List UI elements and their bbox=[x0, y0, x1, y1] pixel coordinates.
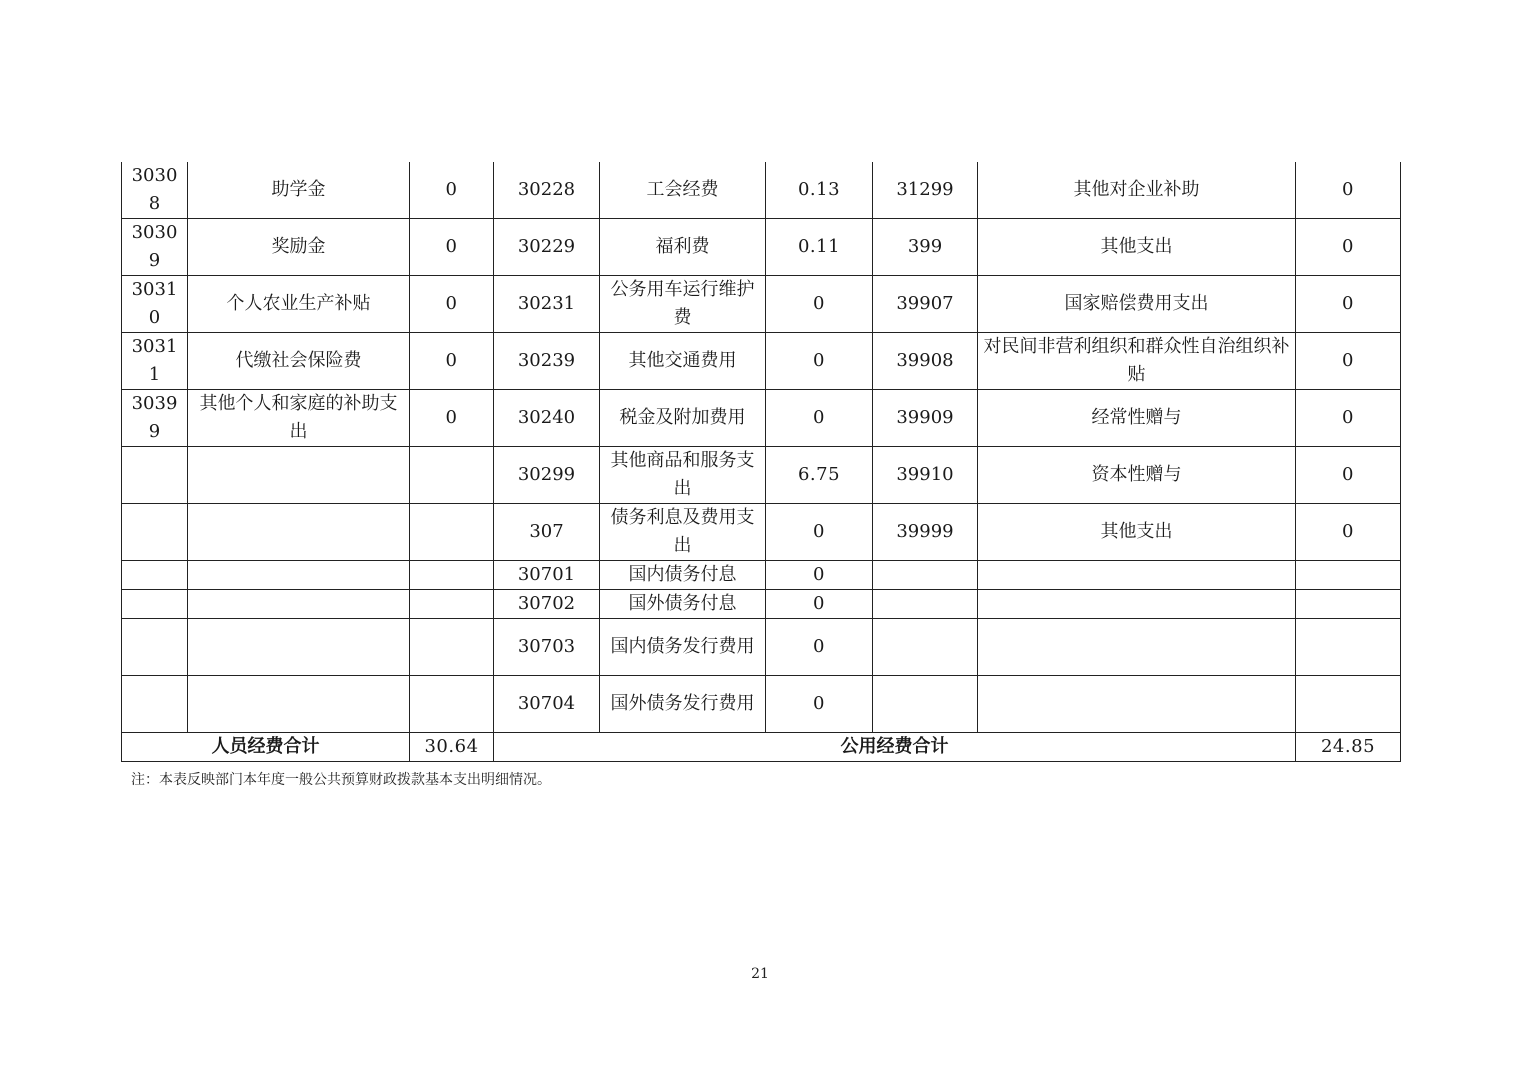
personnel-amount-cell bbox=[410, 561, 494, 590]
public-amount-cell: 0.11 bbox=[766, 219, 873, 276]
public-code-cell: 30704 bbox=[494, 676, 600, 733]
table-row bbox=[122, 676, 1401, 733]
personnel-amount-cell: 0 bbox=[410, 276, 494, 333]
public-amount-cell: 0 bbox=[766, 504, 873, 561]
other-code-cell bbox=[873, 676, 978, 733]
other-code-cell bbox=[873, 619, 978, 676]
public-item-cell: 税金及附加费用 bbox=[600, 390, 766, 447]
personnel-item-cell: 代缴社会保险费 bbox=[188, 333, 410, 390]
other-code-cell bbox=[873, 590, 978, 619]
other-item-cell bbox=[978, 590, 1296, 619]
other-code-cell: 39909 bbox=[873, 390, 978, 447]
other-item-cell: 其他对企业补助 bbox=[978, 162, 1296, 219]
other-amount-cell: 0 bbox=[1296, 390, 1401, 447]
table-row bbox=[122, 219, 1401, 276]
personnel-amount-cell bbox=[410, 504, 494, 561]
personnel-code-cell bbox=[122, 504, 188, 561]
public-total-value: 24.85 bbox=[1296, 733, 1401, 762]
other-amount-cell bbox=[1296, 561, 1401, 590]
other-item-cell: 资本性赠与 bbox=[978, 447, 1296, 504]
personnel-item-cell bbox=[188, 561, 410, 590]
personnel-code-cell: 30310 bbox=[122, 276, 188, 333]
other-amount-cell: 0 bbox=[1296, 276, 1401, 333]
public-code-cell: 30701 bbox=[494, 561, 600, 590]
other-item-cell bbox=[978, 561, 1296, 590]
table-row bbox=[122, 561, 1401, 590]
other-amount-cell: 0 bbox=[1296, 333, 1401, 390]
public-item-cell: 债务利息及费用支出 bbox=[600, 504, 766, 561]
public-code-cell: 307 bbox=[494, 504, 600, 561]
other-code-cell: 39910 bbox=[873, 447, 978, 504]
public-amount-cell: 6.75 bbox=[766, 447, 873, 504]
public-amount-cell: 0 bbox=[766, 390, 873, 447]
personnel-item-cell: 助学金 bbox=[188, 162, 410, 219]
personnel-amount-cell bbox=[410, 447, 494, 504]
other-code-cell: 39908 bbox=[873, 333, 978, 390]
public-item-cell: 国内债务发行费用 bbox=[600, 619, 766, 676]
public-code-cell: 30228 bbox=[494, 162, 600, 219]
other-amount-cell: 0 bbox=[1296, 219, 1401, 276]
public-item-cell: 福利费 bbox=[600, 219, 766, 276]
public-amount-cell: 0.13 bbox=[766, 162, 873, 219]
other-item-cell: 其他支出 bbox=[978, 504, 1296, 561]
personnel-amount-cell bbox=[410, 590, 494, 619]
other-item-cell bbox=[978, 676, 1296, 733]
public-code-cell: 30240 bbox=[494, 390, 600, 447]
other-amount-cell: 0 bbox=[1296, 162, 1401, 219]
table-row bbox=[122, 619, 1401, 676]
public-amount-cell: 0 bbox=[766, 561, 873, 590]
personnel-amount-cell: 0 bbox=[410, 219, 494, 276]
public-amount-cell: 0 bbox=[766, 276, 873, 333]
table-row bbox=[122, 590, 1401, 619]
personnel-amount-cell bbox=[410, 676, 494, 733]
public-item-cell: 国外债务付息 bbox=[600, 590, 766, 619]
public-amount-cell: 0 bbox=[766, 333, 873, 390]
table-note: 注：本表反映部门本年度一般公共预算财政拨款基本支出明细情况。 bbox=[131, 772, 551, 788]
personnel-total-value: 30.64 bbox=[410, 733, 494, 762]
table-row bbox=[122, 390, 1401, 447]
personnel-item-cell bbox=[188, 590, 410, 619]
other-code-cell bbox=[873, 561, 978, 590]
table-row bbox=[122, 504, 1401, 561]
public-amount-cell: 0 bbox=[766, 619, 873, 676]
public-code-cell: 30703 bbox=[494, 619, 600, 676]
other-amount-cell: 0 bbox=[1296, 504, 1401, 561]
personnel-item-cell bbox=[188, 676, 410, 733]
personnel-item-cell bbox=[188, 504, 410, 561]
totals-row bbox=[122, 733, 1401, 762]
public-code-cell: 30229 bbox=[494, 219, 600, 276]
personnel-item-cell bbox=[188, 619, 410, 676]
other-item-cell: 经常性赠与 bbox=[978, 390, 1296, 447]
other-code-cell: 39999 bbox=[873, 504, 978, 561]
personnel-item-cell bbox=[188, 447, 410, 504]
personnel-code-cell: 30309 bbox=[122, 219, 188, 276]
personnel-item-cell: 其他个人和家庭的补助支出 bbox=[188, 390, 410, 447]
personnel-code-cell: 30308 bbox=[122, 162, 188, 219]
personnel-amount-cell: 0 bbox=[410, 390, 494, 447]
other-item-cell: 对民间非营利组织和群众性自治组织补贴 bbox=[978, 333, 1296, 390]
other-amount-cell bbox=[1296, 619, 1401, 676]
personnel-code-cell bbox=[122, 561, 188, 590]
other-code-cell: 399 bbox=[873, 219, 978, 276]
personnel-code-cell: 30399 bbox=[122, 390, 188, 447]
public-item-cell: 其他交通费用 bbox=[600, 333, 766, 390]
other-code-cell: 31299 bbox=[873, 162, 978, 219]
personnel-item-cell: 个人农业生产补贴 bbox=[188, 276, 410, 333]
expenditure-detail-table bbox=[121, 162, 1401, 762]
personnel-code-cell bbox=[122, 590, 188, 619]
public-code-cell: 30299 bbox=[494, 447, 600, 504]
personnel-item-cell: 奖励金 bbox=[188, 219, 410, 276]
page-number: 21 bbox=[751, 966, 769, 982]
other-amount-cell bbox=[1296, 676, 1401, 733]
public-code-cell: 30231 bbox=[494, 276, 600, 333]
public-item-cell: 公务用车运行维护费 bbox=[600, 276, 766, 333]
public-amount-cell: 0 bbox=[766, 676, 873, 733]
other-item-cell: 其他支出 bbox=[978, 219, 1296, 276]
personnel-amount-cell: 0 bbox=[410, 333, 494, 390]
other-item-cell: 国家赔偿费用支出 bbox=[978, 276, 1296, 333]
public-item-cell: 工会经费 bbox=[600, 162, 766, 219]
other-code-cell: 39907 bbox=[873, 276, 978, 333]
public-item-cell: 国内债务付息 bbox=[600, 561, 766, 590]
public-code-cell: 30239 bbox=[494, 333, 600, 390]
other-amount-cell: 0 bbox=[1296, 447, 1401, 504]
personnel-code-cell bbox=[122, 619, 188, 676]
table-row bbox=[122, 447, 1401, 504]
personnel-code-cell: 30311 bbox=[122, 333, 188, 390]
personnel-total-label: 人员经费合计 bbox=[122, 733, 410, 762]
personnel-code-cell bbox=[122, 676, 188, 733]
personnel-amount-cell bbox=[410, 619, 494, 676]
personnel-code-cell bbox=[122, 447, 188, 504]
public-amount-cell: 0 bbox=[766, 590, 873, 619]
table-row bbox=[122, 162, 1401, 219]
public-code-cell: 30702 bbox=[494, 590, 600, 619]
public-item-cell: 国外债务发行费用 bbox=[600, 676, 766, 733]
table-row bbox=[122, 333, 1401, 390]
table-row bbox=[122, 276, 1401, 333]
public-item-cell: 其他商品和服务支出 bbox=[600, 447, 766, 504]
other-amount-cell bbox=[1296, 590, 1401, 619]
other-item-cell bbox=[978, 619, 1296, 676]
personnel-amount-cell: 0 bbox=[410, 162, 494, 219]
public-total-label: 公用经费合计 bbox=[494, 733, 1296, 762]
